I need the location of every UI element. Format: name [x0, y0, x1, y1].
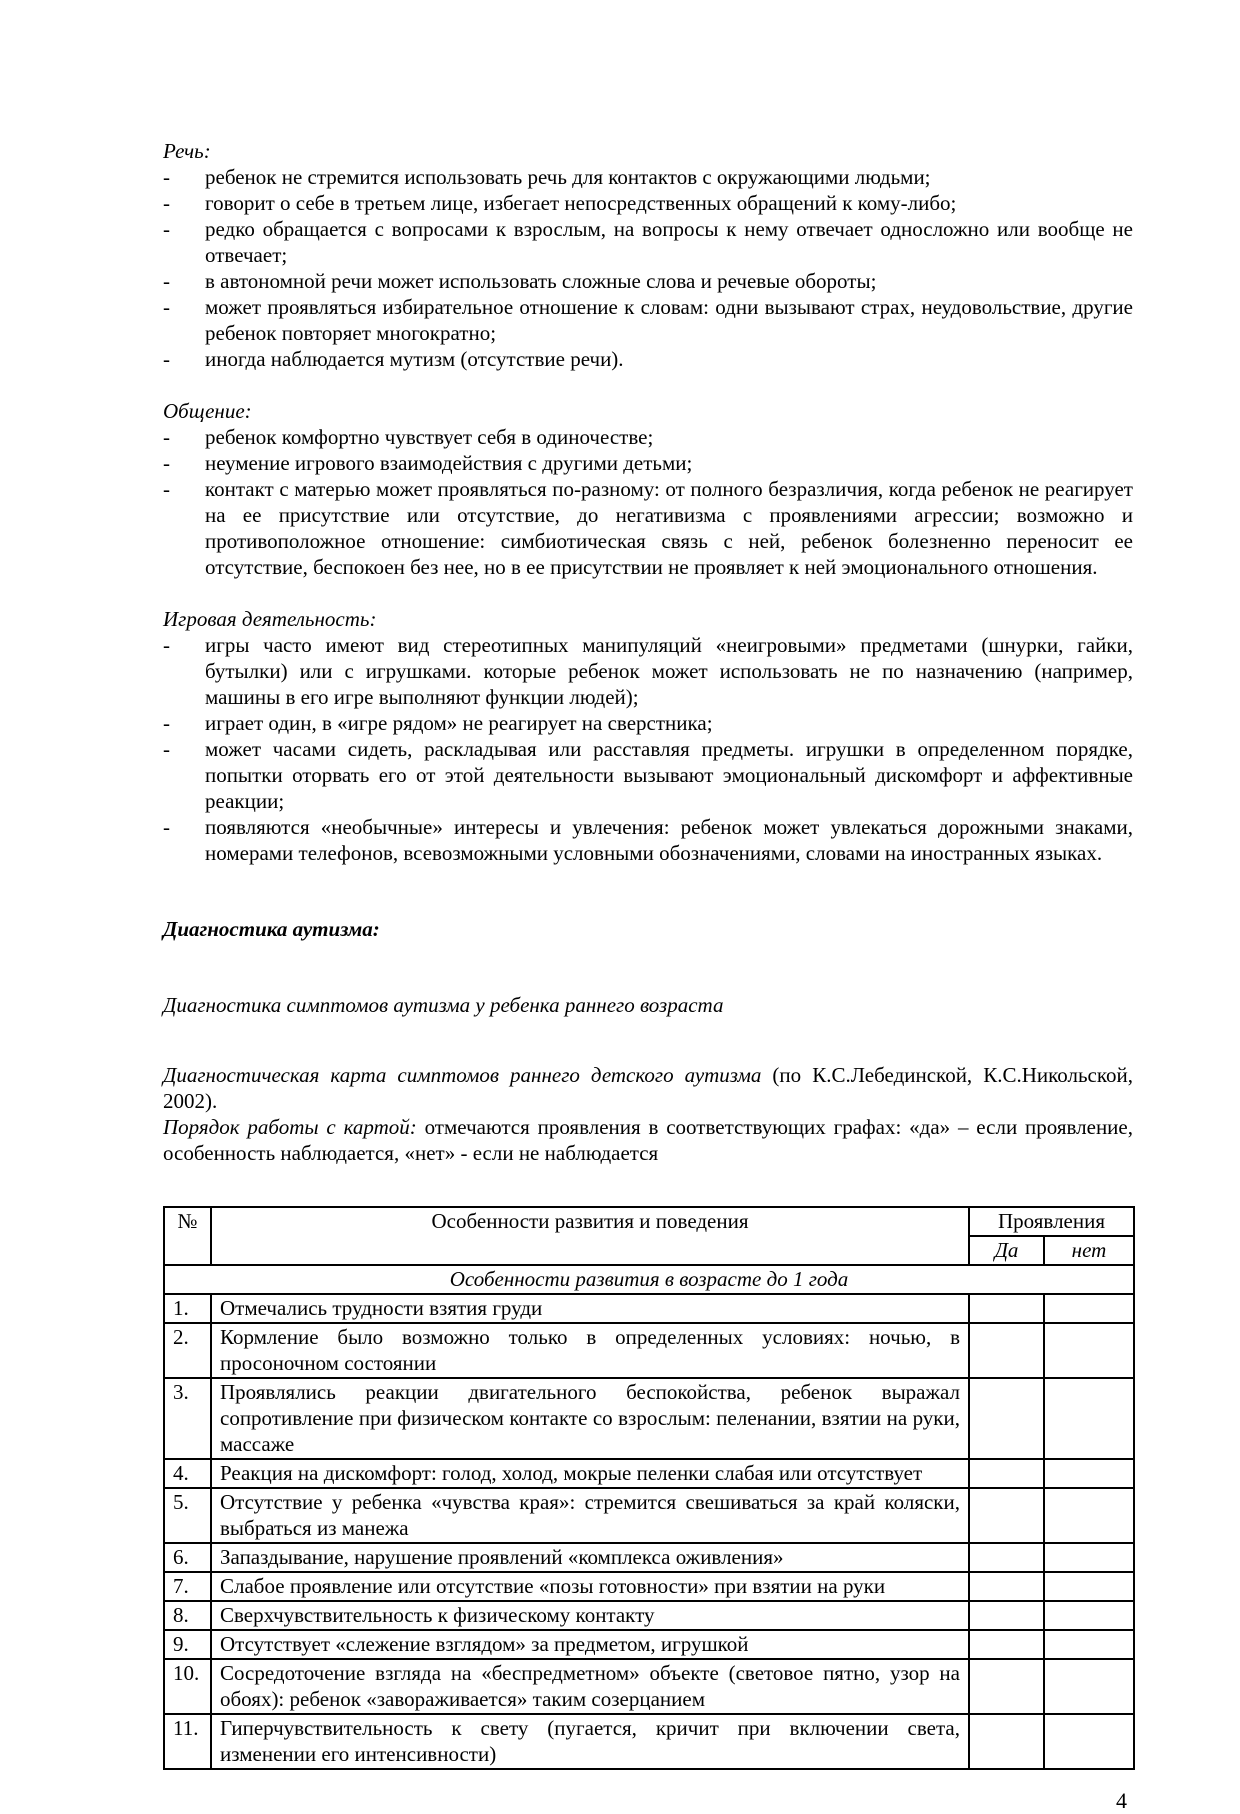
bullet-dash: - — [163, 347, 170, 371]
section-communication — [163, 398, 1133, 580]
no-cell — [1044, 1714, 1134, 1769]
list-item-text: неумение игрового взаимодействия с другими детьми; — [205, 451, 693, 475]
list-item-text: в автономной речи может использовать сложные слова и речевые обороты; — [205, 269, 877, 293]
bullet-dash: - — [163, 217, 170, 241]
row-text: Кормление было возможно только в определенных условиях: ночью, в просоночном состоянии — [211, 1323, 969, 1378]
table-row — [164, 1378, 1134, 1459]
page-number: 4 — [1116, 1788, 1127, 1813]
procedure-text: отмечаются проявления в соответствующих графах: «да» – если проявление, особенность наблюдается, «нет» - если не наблюдается — [163, 1115, 1133, 1165]
table-row — [164, 1294, 1134, 1323]
row-number: 10. — [164, 1659, 211, 1714]
bullet-dash: - — [163, 165, 170, 189]
list-item — [163, 346, 1133, 372]
row-number: 11. — [164, 1714, 211, 1769]
list-item-text: игры часто имеют вид стереотипных манипуляций «неигровыми» предметами (шнурки, гайки, бутылки) или с игрушками. которые ребенок может использовать не по назначению (например, машины в его игре выполняют функции людей); — [205, 633, 1133, 709]
list-item-text: ребенок комфортно чувствует себя в одиночестве; — [205, 425, 654, 449]
table-row — [164, 1543, 1134, 1572]
section-communication-heading: Общение: — [163, 399, 252, 423]
list-item — [163, 216, 1133, 268]
document-content — [163, 138, 1133, 1814]
row-text: Гиперчувствительность к свету (пугается, кричит при включении света, изменении его интенсивности) — [211, 1714, 969, 1769]
row-number: 1. — [164, 1294, 211, 1323]
row-text: Отсутствует «слежение взглядом» за предметом, игрушкой — [211, 1630, 969, 1659]
list-item-text: может проявляться избирательное отношение к словам: одни вызывают страх, неудовольствие, другие ребенок повторяет многократно; — [205, 295, 1133, 345]
bullet-dash: - — [163, 425, 170, 449]
yes-cell — [969, 1459, 1044, 1488]
row-number: 4. — [164, 1459, 211, 1488]
diagnostic-table — [163, 1206, 1135, 1770]
row-text: Отсутствие у ребенка «чувства края»: стремится свешиваться за край коляски, выбраться из манежа — [211, 1488, 969, 1543]
yes-cell — [969, 1714, 1044, 1769]
list-item — [163, 450, 1133, 476]
yes-cell — [969, 1659, 1044, 1714]
section-speech-heading: Речь: — [163, 139, 211, 163]
diagnostics-subtitle: Диагностика симптомов аутизма у ребенка раннего возраста — [163, 993, 724, 1017]
table-row — [164, 1488, 1134, 1543]
diagnostics-title: Диагностика аутизма: — [163, 917, 380, 941]
list-item — [163, 164, 1133, 190]
row-number: 9. — [164, 1630, 211, 1659]
row-number: 6. — [164, 1543, 211, 1572]
list-item-text: говорит о себе в третьем лице, избегает непосредственных обращений к кому-либо; — [205, 191, 957, 215]
list-item-text: контакт с матерью может проявляться по-разному: от полного безразличия, когда ребенок не реагирует на ее присутствие или отсутствие, до негативизма с проявлениями агрессии; возможно и противоположное отношение: симбиотическая связь с ней, ребенок болезненно переносит ее отсутствие, беспокоен без нее, но в ее присутствии не проявляет к ней эмоционального отношения. — [205, 477, 1133, 579]
row-text: Сверхчувствительность к физическому контакту — [211, 1601, 969, 1630]
list-item-text: появляются «необычные» интересы и увлечения: ребенок может увлекаться дорожными знаками, номерами телефонов, всевозможными условными обозначениями, словами на иностранных языках. — [205, 815, 1133, 865]
yes-cell — [969, 1630, 1044, 1659]
list-item — [163, 476, 1133, 580]
list-item — [163, 190, 1133, 216]
no-cell — [1044, 1294, 1134, 1323]
no-cell — [1044, 1459, 1134, 1488]
bullet-dash: - — [163, 451, 170, 475]
row-text: Проявлялись реакции двигательного беспокойства, ребенок выражал сопротивление при физическом контакте со взрослым: пеленании, взятии на руки, массаже — [211, 1378, 969, 1459]
yes-cell — [969, 1601, 1044, 1630]
bullet-dash: - — [163, 633, 170, 657]
row-text: Слабое проявление или отсутствие «позы готовности» при взятии на руки — [211, 1572, 969, 1601]
no-cell — [1044, 1488, 1134, 1543]
row-number: 3. — [164, 1378, 211, 1459]
list-item-text: редко обращается с вопросами к взрослым, на вопросы к нему отвечает односложно или вообще не отвечает; — [205, 217, 1133, 267]
list-item — [163, 814, 1133, 866]
section-play-activity — [163, 606, 1133, 866]
no-cell — [1044, 1601, 1134, 1630]
yes-cell — [969, 1378, 1044, 1459]
row-text: Отмечались трудности взятия груди — [211, 1294, 969, 1323]
no-cell — [1044, 1572, 1134, 1601]
section-play-activity-heading: Игровая деятельность: — [163, 607, 377, 631]
list-item-text: иногда наблюдается мутизм (отсутствие речи). — [205, 347, 624, 371]
row-text: Запаздывание, нарушение проявлений «комплекса оживления» — [211, 1543, 969, 1572]
list-item — [163, 736, 1133, 814]
bullet-dash: - — [163, 269, 170, 293]
list-item — [163, 424, 1133, 450]
list-item — [163, 710, 1133, 736]
header-no: нет — [1044, 1236, 1134, 1265]
table-row — [164, 1601, 1134, 1630]
table-section-title: Особенности развития в возрасте до 1 года — [164, 1265, 1134, 1294]
list-item — [163, 632, 1133, 710]
card-title-authors: (по К.С.Лебединской, К.С.Никольской, 2002). — [163, 1063, 1133, 1113]
table-section-row — [164, 1265, 1134, 1294]
yes-cell — [969, 1543, 1044, 1572]
procedure-line — [163, 1114, 1133, 1166]
row-number: 5. — [164, 1488, 211, 1543]
list-item-text: может часами сидеть, раскладывая или расставляя предметы. игрушки в определенном порядке, попытки оторвать его от этой деятельности вызывают эмоциональный дискомфорт и аффективные реакции; — [205, 737, 1133, 813]
header-manifestation: Проявления — [969, 1207, 1134, 1236]
header-yes: Да — [969, 1236, 1044, 1265]
bullet-dash: - — [163, 477, 170, 501]
row-text: Реакция на дискомфорт: голод, холод, мокрые пеленки слабая или отсутствует — [211, 1459, 969, 1488]
row-number: 8. — [164, 1601, 211, 1630]
list-item-text: ребенок не стремится использовать речь для контактов с окружающими людьми; — [205, 165, 931, 189]
table-row — [164, 1630, 1134, 1659]
table-row — [164, 1572, 1134, 1601]
card-title-italic: Диагностическая карта симптомов раннего детского аутизма — [163, 1063, 762, 1087]
header-num: № — [164, 1207, 211, 1265]
table-row — [164, 1323, 1134, 1378]
no-cell — [1044, 1543, 1134, 1572]
bullet-dash: - — [163, 191, 170, 215]
row-number: 2. — [164, 1323, 211, 1378]
yes-cell — [969, 1323, 1044, 1378]
no-cell — [1044, 1323, 1134, 1378]
no-cell — [1044, 1659, 1134, 1714]
bullet-dash: - — [163, 711, 170, 735]
section-speech — [163, 138, 1133, 372]
row-text: Сосредоточение взгляда на «беспредметном» объекте (световое пятно, узор на обоях): ребенок «завораживается» таким созерцанием — [211, 1659, 969, 1714]
list-item-text: играет один, в «игре рядом» не реагирует на сверстника; — [205, 711, 713, 735]
list-item — [163, 268, 1133, 294]
row-number: 7. — [164, 1572, 211, 1601]
yes-cell — [969, 1572, 1044, 1601]
table-header-row — [164, 1207, 1134, 1236]
table-row — [164, 1659, 1134, 1714]
table-row — [164, 1714, 1134, 1769]
header-feature: Особенности развития и поведения — [211, 1207, 969, 1265]
no-cell — [1044, 1378, 1134, 1459]
list-item — [163, 294, 1133, 346]
procedure-label: Порядок работы с картой: — [163, 1115, 417, 1139]
bullet-dash: - — [163, 815, 170, 839]
bullet-dash: - — [163, 737, 170, 761]
diagnostic-card-title — [163, 1062, 1133, 1114]
table-row — [164, 1459, 1134, 1488]
no-cell — [1044, 1630, 1134, 1659]
yes-cell — [969, 1488, 1044, 1543]
bullet-dash: - — [163, 295, 170, 319]
yes-cell — [969, 1294, 1044, 1323]
